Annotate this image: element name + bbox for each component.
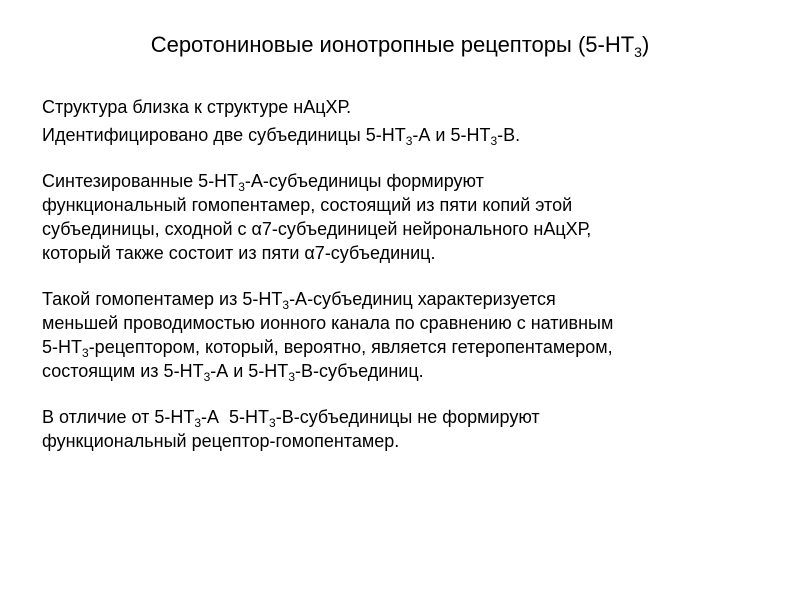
subscript: 3 — [282, 298, 290, 312]
text-part: -В-субъединицы не формируют — [275, 407, 540, 427]
paragraph-line — [42, 359, 762, 383]
title-subscript: 3 — [634, 44, 642, 60]
paragraph-line — [42, 169, 762, 193]
paragraph-homopentamer — [42, 169, 762, 265]
text-part: -А и 5-НТ — [210, 361, 289, 381]
paragraph-line: меньшей проводимостью ионного канала по сравнению с нативным — [42, 313, 614, 333]
subscript: 3 — [203, 370, 211, 384]
subscript: 3 — [490, 134, 498, 148]
text-part: 5-НТ — [42, 337, 82, 357]
subscript: 3 — [194, 416, 202, 430]
line-subunits-part: -А и 5-НТ — [412, 125, 491, 145]
paragraph-conductance — [42, 287, 762, 383]
slide-title — [0, 30, 800, 60]
line-subunits-part: -В. — [497, 125, 521, 145]
line-structure: Структура близка к структуре нАцХР. — [42, 97, 352, 117]
subscript: 3 — [238, 180, 245, 194]
paragraph-line — [42, 335, 762, 359]
subscript: 3 — [405, 134, 413, 148]
line-subunits-part: Идентифицировано две субъединицы 5-НТ — [42, 125, 406, 145]
slide-body — [42, 95, 762, 453]
paragraph-difference — [42, 405, 762, 453]
text-part: -рецептором, который, вероятно, является гетеропентамером, — [88, 337, 613, 357]
text-part: Такой гомопентамер из 5-НТ — [42, 289, 283, 309]
title-suffix: ) — [641, 32, 650, 57]
paragraph-line: субъединицы, сходной с α7-субъединицей нейронального нАцХР, — [42, 219, 592, 239]
text-part: -А-субъединицы формируют — [244, 171, 484, 191]
text-part: -А-субъединиц характеризуется — [289, 289, 556, 309]
paragraph-line — [42, 287, 762, 311]
subscript: 3 — [82, 346, 89, 360]
text-part: -А 5-НТ — [201, 407, 270, 427]
paragraph-line: который также состоит из пяти α7-субъединиц. — [42, 243, 436, 263]
paragraph-line — [42, 405, 762, 429]
title-text: Серотониновые ионотропные рецепторы (5-НТ — [150, 32, 635, 57]
text-part: -В-субъединиц. — [295, 361, 424, 381]
line-subunits — [42, 123, 762, 147]
text-part: Синтезированные 5-НТ — [42, 171, 239, 191]
paragraph-line: функциональный рецептор-гомопентамер. — [42, 431, 400, 451]
paragraph-line: функциональный гомопентамер, состоящий из пяти копий этой — [42, 195, 573, 215]
subscript: 3 — [288, 370, 295, 384]
subscript: 3 — [269, 416, 276, 430]
text-part: состоящим из 5-НТ — [42, 361, 204, 381]
text-part: В отличие от 5-НТ — [42, 407, 195, 427]
